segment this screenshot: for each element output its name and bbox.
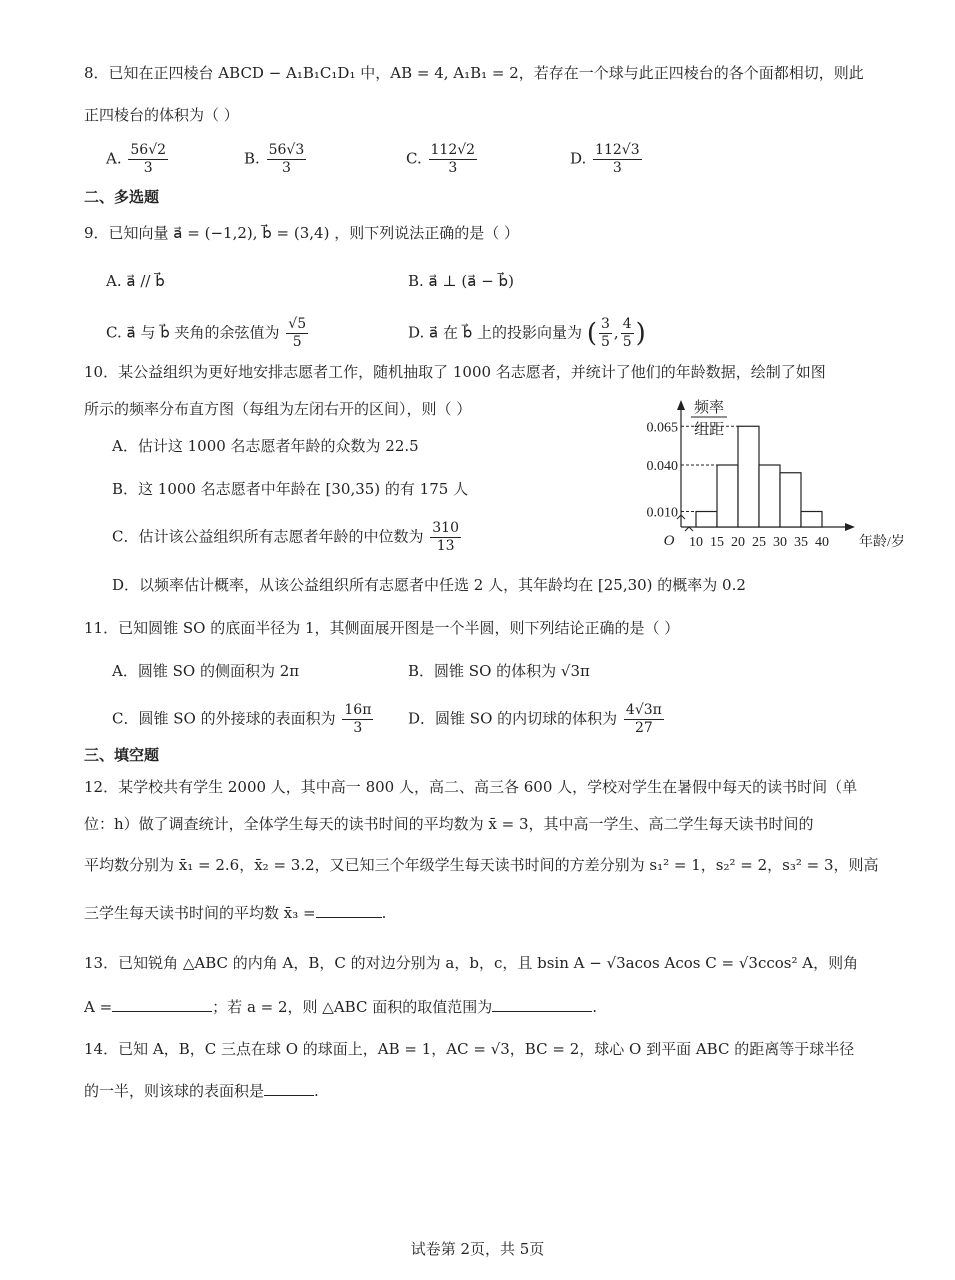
q9-option-d: D. a⃗ 在 b⃗ 上的投影向量为 ( $\frac{3}{5}$ , $\frac{4}{5}$ ) xyxy=(408,316,646,350)
x-tick-label: 40 xyxy=(815,535,829,550)
q10-option-a: A．估计这 1000 名志愿者年龄的众数为 22.5 xyxy=(112,437,419,455)
y-tick-label: 0.040 xyxy=(646,459,678,474)
q8-option-c: C. $\frac{112√2}{3}$ xyxy=(406,142,476,176)
histogram-bar-15 xyxy=(717,465,738,527)
y-tick-label: 0.010 xyxy=(646,505,678,521)
x-tick-label: 20 xyxy=(731,535,745,550)
q13-line1: 13．已知锐角 △ABC 的内角 A，B，C 的对边分别为 a，b，c，且 bsin A − √3acos Acos C = √3ccos² A，则角 xyxy=(84,954,859,972)
q11-option-b: B．圆锥 SO 的体积为 √3π xyxy=(408,662,590,680)
x-tick-label: 30 xyxy=(773,535,787,550)
frequency-histogram xyxy=(625,392,905,560)
q14-line2: 的一半，则该球的表面积是 . xyxy=(84,1082,319,1100)
origin-label: O xyxy=(663,533,675,549)
q11-option-c: C．圆锥 SO 的外接球的表面积为 $\frac{16\pi}{3}$ xyxy=(112,702,372,736)
q12-line1: 12．某学校共有学生 2000 人，其中高一 800 人，高二、高三各 600 人，学校对学生在暑假中每天的读书时间（单 xyxy=(84,778,858,796)
section-fill-blank-heading: 三、填空题 xyxy=(84,746,160,764)
x-tick-label: 25 xyxy=(752,535,766,550)
q8-option-d: D. $\frac{112√3}{3}$ xyxy=(570,142,640,176)
section-multi-choice-heading: 二、多选题 xyxy=(84,188,160,206)
q13-answer-blank-2[interactable] xyxy=(492,997,592,1012)
q12-line3: 平均数分别为 x̄₁ = 2.6，x̄₂ = 3.2，又已知三个年级学生每天读书时间的方差分别为 s₁² = 1，s₂² = 2，s₃² = 3，则高 xyxy=(84,856,879,874)
q12-line2: 位：h）做了调查统计，全体学生每天的读书时间的平均数为 x̄ = 3，其中高一学生、高二学生每天读书时间的 xyxy=(84,815,814,833)
q12-answer-blank[interactable] xyxy=(316,903,382,918)
histogram-bar-25 xyxy=(759,465,780,527)
q8-option-b: B. $\frac{56√3}{3}$ xyxy=(244,142,305,176)
q10-line2: 所示的频率分布直方图（每组为左闭右开的区间），则（ ） xyxy=(84,400,472,418)
x-axis-arrow xyxy=(845,523,855,531)
y-tick-label: 0.065 xyxy=(646,420,678,436)
q12-line4: 三学生每天读书时间的平均数 x̄₃ = . xyxy=(84,904,387,922)
q11-option-a: A．圆锥 SO 的侧面积为 2π xyxy=(112,662,300,680)
x-tick-label: 35 xyxy=(794,535,808,550)
y-axis-label-top: 频率 xyxy=(693,400,725,416)
x-axis-label: 年龄/岁 xyxy=(859,535,905,550)
histogram-bar-20 xyxy=(738,426,759,527)
x-tick-label: 10 xyxy=(689,535,703,550)
q13-line2: A = ；若 a = 2，则 △ABC 面积的取值范围为 . xyxy=(84,998,597,1016)
q9-option-c: C. a⃗ 与 b⃗ 夹角的余弦值为 $\frac{√5}{5}$ xyxy=(106,316,307,350)
y-axis-arrow xyxy=(677,400,685,410)
q8-option-a: A. $\frac{56√2}{3}$ xyxy=(106,142,167,176)
y-axis-label-bottom: 组距 xyxy=(693,422,725,438)
q14-answer-blank[interactable] xyxy=(264,1081,314,1096)
histogram-bar-10 xyxy=(696,512,717,528)
q8-line2: 正四棱台的体积为（ ） xyxy=(84,106,239,124)
q10-option-d: D．以频率估计概率，从该公益组织所有志愿者中任选 2 人，其年龄均在 [25,30) 的概率为 0.2 xyxy=(112,576,746,594)
q8-line1: 8．已知在正四棱台 ABCD − A₁B₁C₁D₁ 中，AB = 4, A₁B₁ = 2，若存在一个球与此正四棱台的各个面都相切，则此 xyxy=(84,64,864,82)
q10-option-c: C．估计该公益组织所有志愿者年龄的中位数为 $\frac{310}{13}$ xyxy=(112,520,459,554)
page-footer: 试卷第 2页，共 5页 xyxy=(410,1240,545,1258)
histogram-bar-35 xyxy=(801,512,822,528)
q11-stem: 11．已知圆锥 SO 的底面半径为 1，其侧面展开图是一个半圆，则下列结论正确的是（ ） xyxy=(84,619,680,637)
q14-line1: 14．已知 A，B，C 三点在球 O 的球面上，AB = 1，AC = √3，BC = 2，球心 O 到平面 ABC 的距离等于球半径 xyxy=(84,1040,855,1058)
histogram-bar-30 xyxy=(780,473,801,527)
q13-answer-blank-1[interactable] xyxy=(112,997,212,1012)
q10-line1: 10．某公益组织为更好地安排志愿者工作，随机抽取了 1000 名志愿者，并统计了他们的年龄数据，绘制了如图 xyxy=(84,363,826,381)
x-tick-label: 15 xyxy=(710,535,724,550)
q11-option-d: D．圆锥 SO 的内切球的体积为 $\frac{4√3\pi}{27}$ xyxy=(408,702,662,736)
q10-option-b: B．这 1000 名志愿者中年龄在 [30,35) 的有 175 人 xyxy=(112,480,469,498)
q9-option-b: B. a⃗ ⊥ (a⃗ − b⃗) xyxy=(408,272,514,290)
q9-option-a: A. a⃗ // b⃗ xyxy=(106,272,165,290)
q9-stem: 9．已知向量 a⃗ = (−1,2), b⃗ = (3,4) ，则下列说法正确的是（ ） xyxy=(84,224,519,242)
